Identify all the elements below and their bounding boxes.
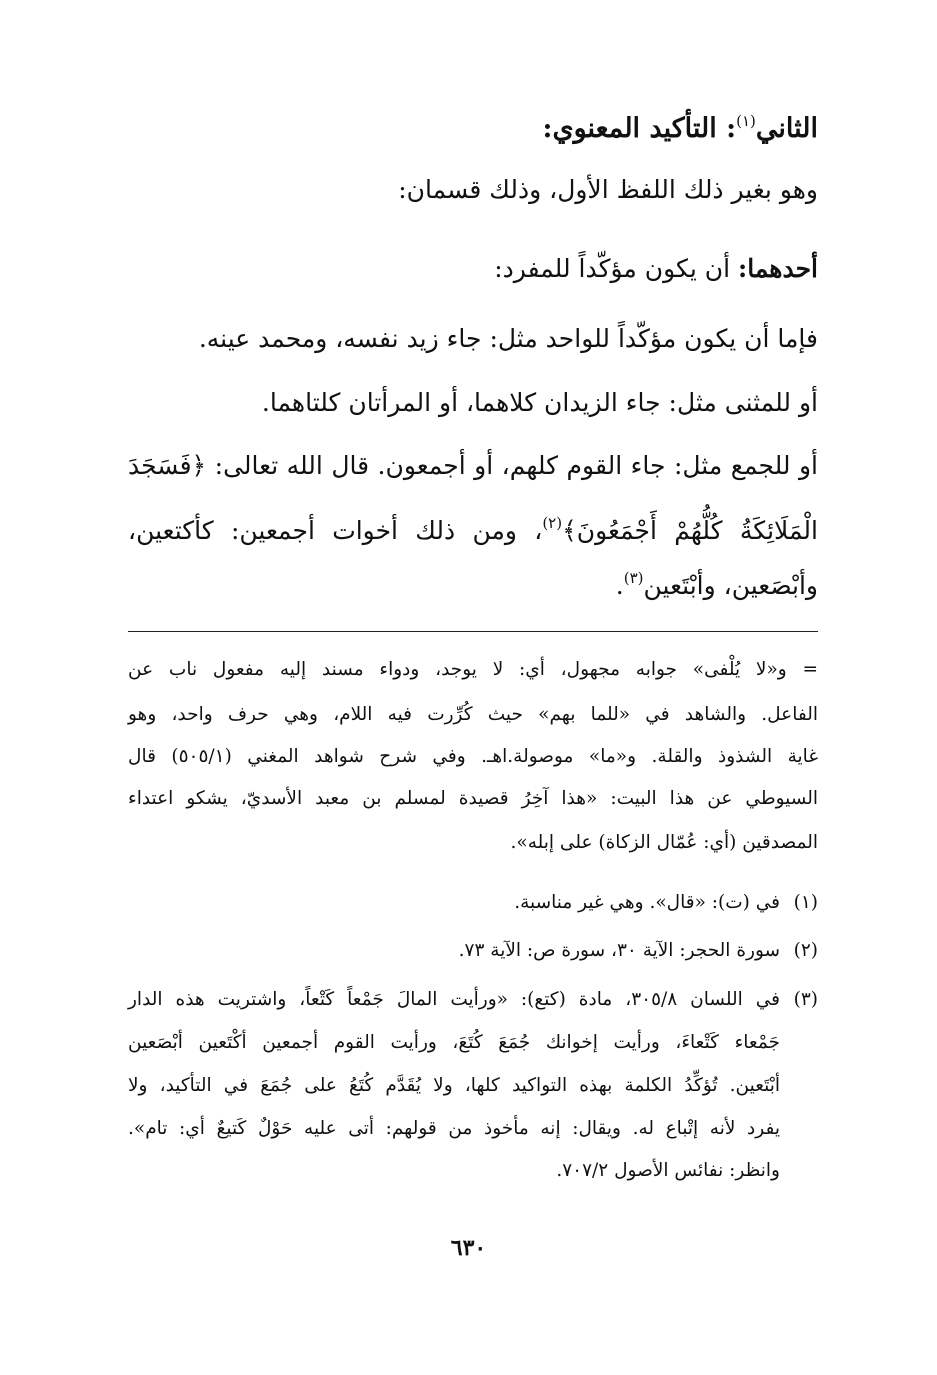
footnote-2 xyxy=(128,936,818,966)
footnote-3 xyxy=(128,985,818,1015)
section-heading xyxy=(128,104,818,146)
subheading-text: أن يكون مؤكّداً للمفرد: xyxy=(494,254,738,283)
footnote-number: (٢) xyxy=(793,940,818,961)
page-number: ٦٣٠ xyxy=(450,1235,487,1261)
paragraph-line xyxy=(128,561,818,603)
footnote-text: في (ت): «قال». وهي غير مناسبة. xyxy=(514,892,780,913)
subheading-label: أحدهما: xyxy=(737,254,818,283)
footnote-3-line: أبْتَعين. تُؤكِّدُ الكلمة بهذه التواكيد كلها، ولا يُقَدَّم كُتَعُ على جُمَعَ في التأكيد، ولا xyxy=(128,1075,780,1096)
paragraph-line: أو للمثنى مثل: جاء الزيدان كلاهما، أو المرأتان كلتاهما. xyxy=(261,388,818,417)
footnote-1 xyxy=(128,888,818,918)
paragraph-line: فإما أن يكون مؤكّداً للواحد مثل: جاء زيد نفسه، ومحمد عينه. xyxy=(198,324,818,353)
quran-verse: الْمَلَائِكَةُ كُلُّهُمْ أَجْمَعُونَ﴾ xyxy=(562,516,818,545)
footnote-divider xyxy=(128,631,818,632)
footnote-number: (١) xyxy=(793,892,818,913)
footnote-3-line: وانظر: نفائس الأصول ٧٠٧/٢. xyxy=(556,1160,780,1181)
subheading-line xyxy=(128,252,818,286)
paragraph-line: أو للجمع مثل: جاء القوم كلهم، أو أجمعون. قال الله تعالى: ﴿فَسَجَدَ xyxy=(128,451,818,480)
footnote-text: سورة الحجر: الآية ٣٠، سورة ص: الآية ٧٣. xyxy=(458,940,780,961)
footnote-ref-1[interactable]: (١) xyxy=(736,112,756,130)
footnote-continuation-line: الفاعل. والشاهد في «للما بهم» حيث كُرِّرت فيه اللام، وهي حرف واحد، وهو xyxy=(128,704,818,725)
footnote-3-line: يفرد لأنه إتْباع له. ويقال: إنه مأخوذ من قولهم: أتى عليه حَوْلٌ كَتيعٌ أي: تام». xyxy=(128,1118,780,1139)
paragraph-text: وأبْصَعين، وأبْتَعين xyxy=(643,571,818,600)
footnote-continuation-line: غاية الشذوذ والقلة. و«ما» موصولة.اهـ. وفي شرح شواهد المغني (٥٠٥/١) قال xyxy=(128,746,818,767)
footnote-continuation-line: = و«لا يُلْفى» جوابه مجهول، أي: لا يوجد، ودواء مسند إليه مفعول ناب عن xyxy=(128,659,818,680)
heading-rest: : التأكيد المعنوي: xyxy=(542,113,737,144)
paragraph-text: . xyxy=(615,571,624,600)
footnote-ref-3[interactable]: (٣) xyxy=(623,569,644,587)
footnote-continuation-line: السيوطي عن هذا البيت: «هذا آخِرُ قصيدة لمسلم بن معبد الأسديّ، يشكو اعتداء xyxy=(128,788,818,809)
paragraph-line: وهو بغير ذلك اللفظ الأول، وذلك قسمان: xyxy=(398,175,818,204)
footnote-ref-2[interactable]: (٢) xyxy=(542,514,563,532)
footnote-text: في اللسان ٣٠٥/٨، مادة (كتع): «ورأيت المالَ جَمْعاً كَتْعاً، واشتريت هذه الدار xyxy=(128,989,780,1010)
footnote-continuation-line: المصدقين (أي: عُمّال الزكاة) على إبله». xyxy=(510,832,818,853)
footnote-3-line: جَمْعاء كَتْعاءَ، ورأيت إخوانك جُمَعَ كُتَعَ، ورأيت القوم أجمعين أكْتَعين أبْصَعين xyxy=(128,1032,780,1053)
heading-word: الثاني xyxy=(755,113,818,144)
paragraph-line xyxy=(128,506,818,548)
paragraph-text: ، ومن ذلك أخوات أجمعين: كأكتعين، xyxy=(128,516,543,545)
footnote-number: (٣) xyxy=(793,989,818,1010)
